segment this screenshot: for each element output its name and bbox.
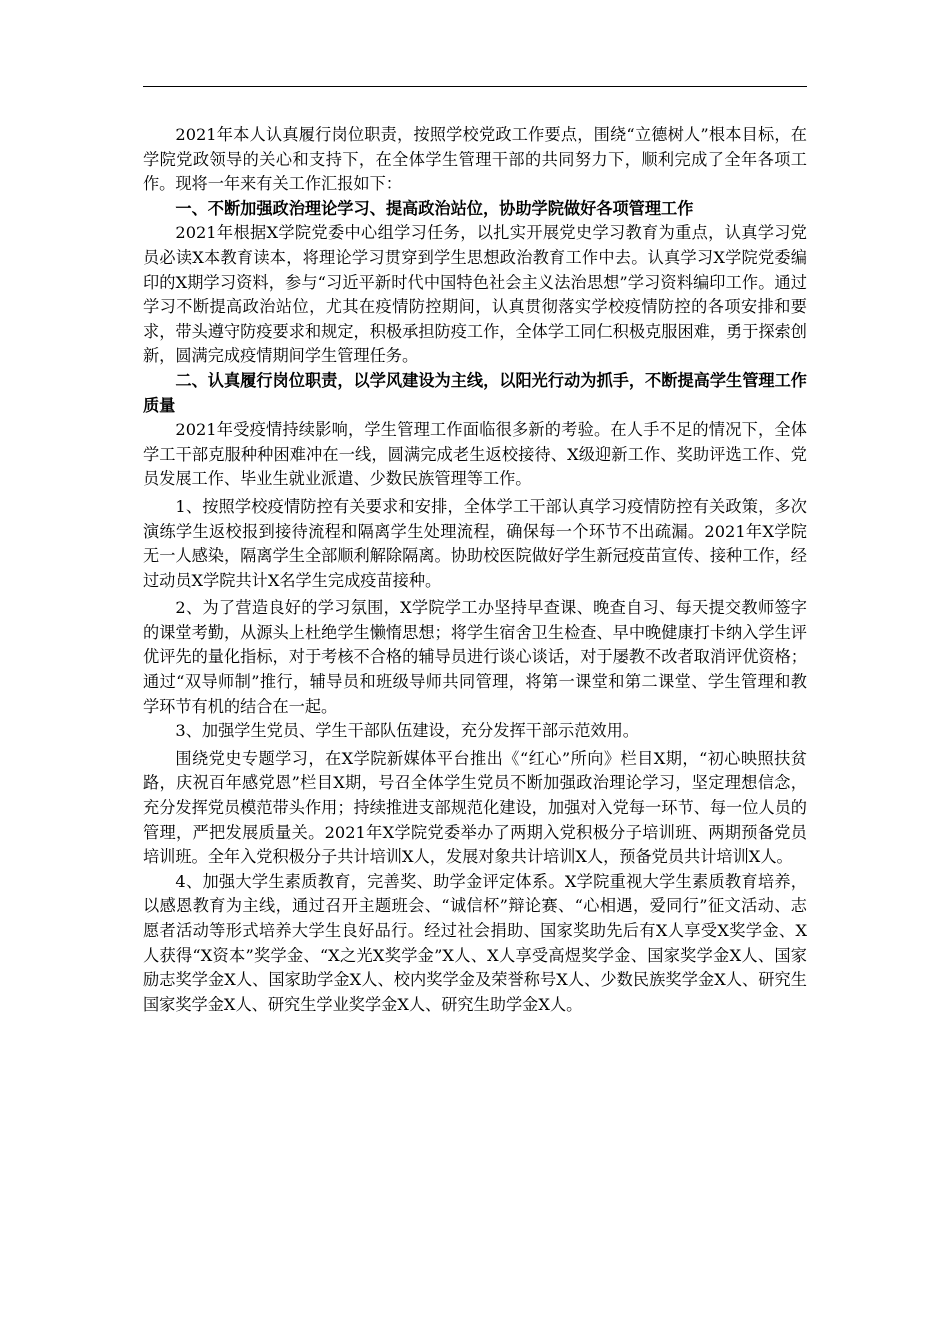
section-2-intro-paragraph: 2021年受疫情持续影响，学生管理工作面临很多新的考验。在人手不足的情况下，全体学工干部克服种种困难冲在一线，圆满完成老生返校接待、X级迎新工作、奖助评选工作、党员发展工作、毕业生就业派遣、少数民族管理等工作。 [143,420,807,489]
document-body [143,123,807,1017]
header-divider [143,86,807,87]
party-study-paragraph: 围绕党史专题学习，在X学院新媒体平台推出《“红心”所向》栏目X期，“初心映照扶贫路，庆祝百年感党恩”栏目X期，号召全体学生党员不断加强政治理论学习，坚定理想信念，充分发挥党员模范带头作用；持续推进支部规范化建设，加强对入党每一环节、每一位人员的管理，严把发展质量关。2021年X学院党委举办了两期入党积极分子培训班、两期预备党员培训班。全年入党积极分子共计培训X人，发展对象共计培训X人，预备党员共计培训X人。 [143,748,807,867]
section-1-paragraph: 2021年根据X学院党委中心组学习任务，以扎实开展党史学习教育为重点，认真学习党员必读X本教育读本，将理论学习贯穿到学生思想政治教育工作中去。认真学习X学院党委编印的X期学习资料，参与“习近平新时代中国特色社会主义法治思想”学习资料编印工作。通过学习不断提高政治站位，尤其在疫情防控期间，认真贯彻落实学校疫情防控的各项安排和要求，带头遵守防疫要求和规定，积极承担防疫工作，全体学工同仁积极克服困难，勇于探索创新，圆满完成疫情期间学生管理任务。 [143,223,807,366]
section-heading-2: 二、认真履行岗位职责，以学风建设为主线，以阳光行动为抓手，不断提高学生管理工作质量 [143,370,807,415]
item-2-paragraph: 2、为了营造良好的学习氛围，X学院学工办坚持早查课、晚查自习、每天提交教师签字的课堂考勤，从源头上杜绝学生懒惰思想；将学生宿舍卫生检查、早中晚健康打卡纳入学生评优评先的量化指标，对于考核不合格的辅导员进行谈心谈话，对于屡教不改者取消评优资格；通过“双导师制”推行，辅导员和班级导师共同管理，将第一课堂和第二课堂、学生管理和教学环节有机的结合在一起。 [143,598,807,716]
item-1-paragraph: 1、按照学校疫情防控有关要求和安排，全体学工干部认真学习疫情防控有关政策，多次演练学生返校报到接待流程和隔离学生处理流程，确保每一个环节不出疏漏。2021年X学院无一人感染，隔离学生全部顺利解除隔离。协助校医院做好学生新冠疫苗宣传、接种工作，经过动员X学院共计X名学生完成疫苗接种。 [143,496,807,590]
section-heading-1: 一、不断加强政治理论学习、提高政治站位，协助学院做好各项管理工作 [175,198,694,218]
item-3-paragraph: 3、加强学生党员、学生干部队伍建设，充分发挥干部示范效用。 [175,721,639,741]
intro-paragraph: 2021年本人认真履行岗位职责，按照学校党政工作要点，围绕“立德树人”根本目标，在学院党政领导的关心和支持下，在全体学生管理干部的共同努力下，顺利完成了全年各项工作。现将一年来有关工作汇报如下： [143,125,807,194]
item-4-paragraph: 4、加强大学生素质教育，完善奖、助学金评定体系。X学院重视大学生素质教育培养，以感恩教育为主线，通过召开主题班会、“诚信杯”辩论赛、“心相遇，爱同行”征文活动、志愿者活动等形式培养大学生良好品行。经过社会捐助、国家奖助先后有X人享受X奖学金、X人获得“X资本”奖学金、“X之光X奖学金”X人、X人享受高煜奖学金、国家奖学金X人、国家励志奖学金X人、国家助学金X人、校内奖学金及荣誉称号X人、少数民族奖学金X人、研究生国家奖学金X人、研究生学业奖学金X人、研究生助学金X人。 [143,871,807,1014]
